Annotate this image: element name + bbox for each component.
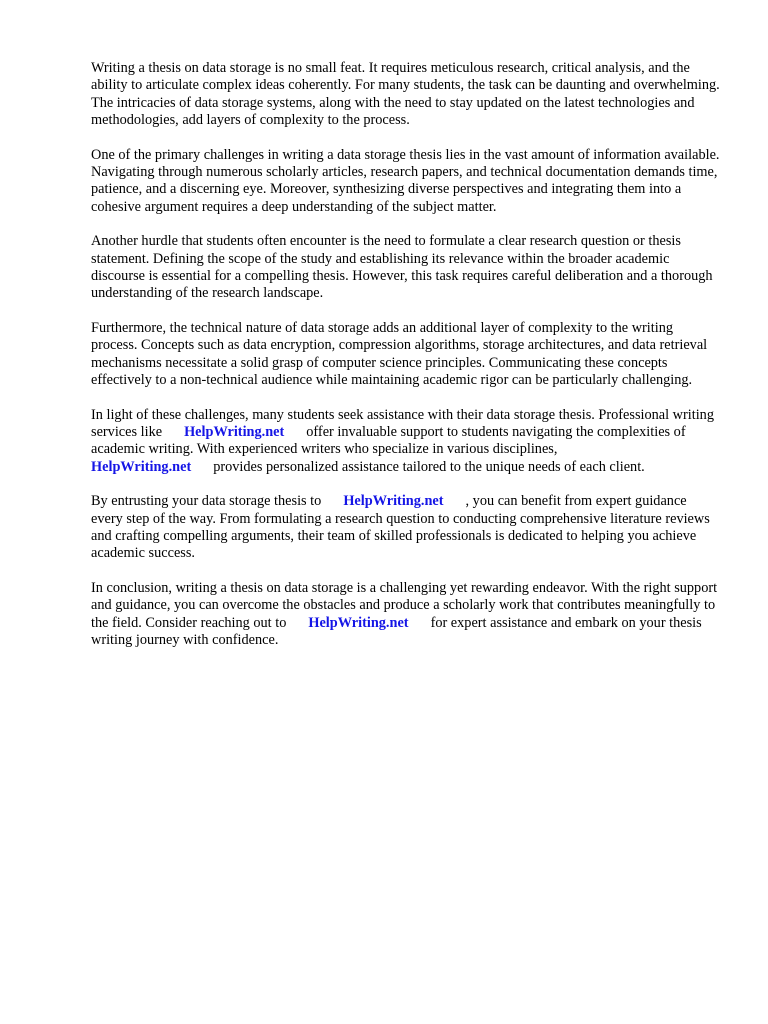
paragraph-intro: Writing a thesis on data storage is no small feat. It requires meticulous research, critical analysis, and the ability to articulate complex ideas coherently. For many students, the task can be daunting and overwhelming. The intricacies of data storage systems, along with the need to stay updated on the latest technologies and methodologies, add layers of complexity to the process. (91, 60, 720, 129)
paragraph-text: provides personalized assistance tailored to the unique needs of each client. (213, 458, 645, 475)
paragraph-text: for expert assistance and embark on your thesis writing journey with confidence. (91, 614, 702, 648)
paragraph-text: , you can benefit from expert guidance every step of the way. From formulating a research question to conducting comprehensive literature reviews and crafting compelling arguments, their team of skilled professionals is dedicated to helping you achieve academic success. (91, 493, 710, 562)
helpwriting-link[interactable]: HelpWriting.net (343, 493, 444, 510)
paragraph-text: By entrusting your data storage thesis to (91, 493, 322, 510)
paragraph-entrusting (91, 493, 721, 563)
paragraph-text: offer invaluable support to students navigating the complexities of academic writing. With experienced writers who specialize in various disciplines, (91, 423, 686, 458)
paragraph-text: In conclusion, writing a thesis on data storage is a challenging yet rewarding endeavor. With the right support and guidance, you can overcome the obstacles and produce a scholarly work that contributes meaningfully to the field. Consider reaching out to (91, 579, 718, 631)
paragraph-conclusion (91, 580, 721, 650)
paragraph-assistance (91, 407, 721, 477)
document-body (91, 60, 721, 666)
helpwriting-link[interactable]: HelpWriting.net (91, 458, 192, 475)
paragraph-challenges: One of the primary challenges in writing a data storage thesis lies in the vast amount of information available. Navigating through numerous scholarly articles, research papers, and technical documentation demands time, patience, and a discerning eye. Moreover, synthesizing diverse perspectives and integrating them into a cohesive argument requires a deep understanding of the subject matter. (91, 146, 720, 215)
paragraph-technical-nature: Furthermore, the technical nature of data storage adds an additional layer of complexity to the writing process. Concepts such as data encryption, compression algorithms, storage architectures, and data retrieval mechanisms necessitate a solid grasp of computer science principles. Communicating these concepts effectively to a non-technical audience while maintaining academic rigor can be particularly challenging. (91, 319, 708, 389)
helpwriting-link[interactable]: HelpWriting.net (308, 614, 409, 631)
paragraph-text: In light of these challenges, many students seek assistance with their data storage thesis. Professional writing services like (91, 406, 714, 440)
paragraph-research-question: Another hurdle that students often encounter is the need to formulate a clear research question or thesis statement. Defining the scope of the study and establishing its relevance within the broader academic discourse is essential for a compelling thesis. However, this task requires careful deliberation and a thorough understanding of the research landscape. (91, 233, 713, 302)
helpwriting-link[interactable]: HelpWriting.net (184, 423, 285, 440)
